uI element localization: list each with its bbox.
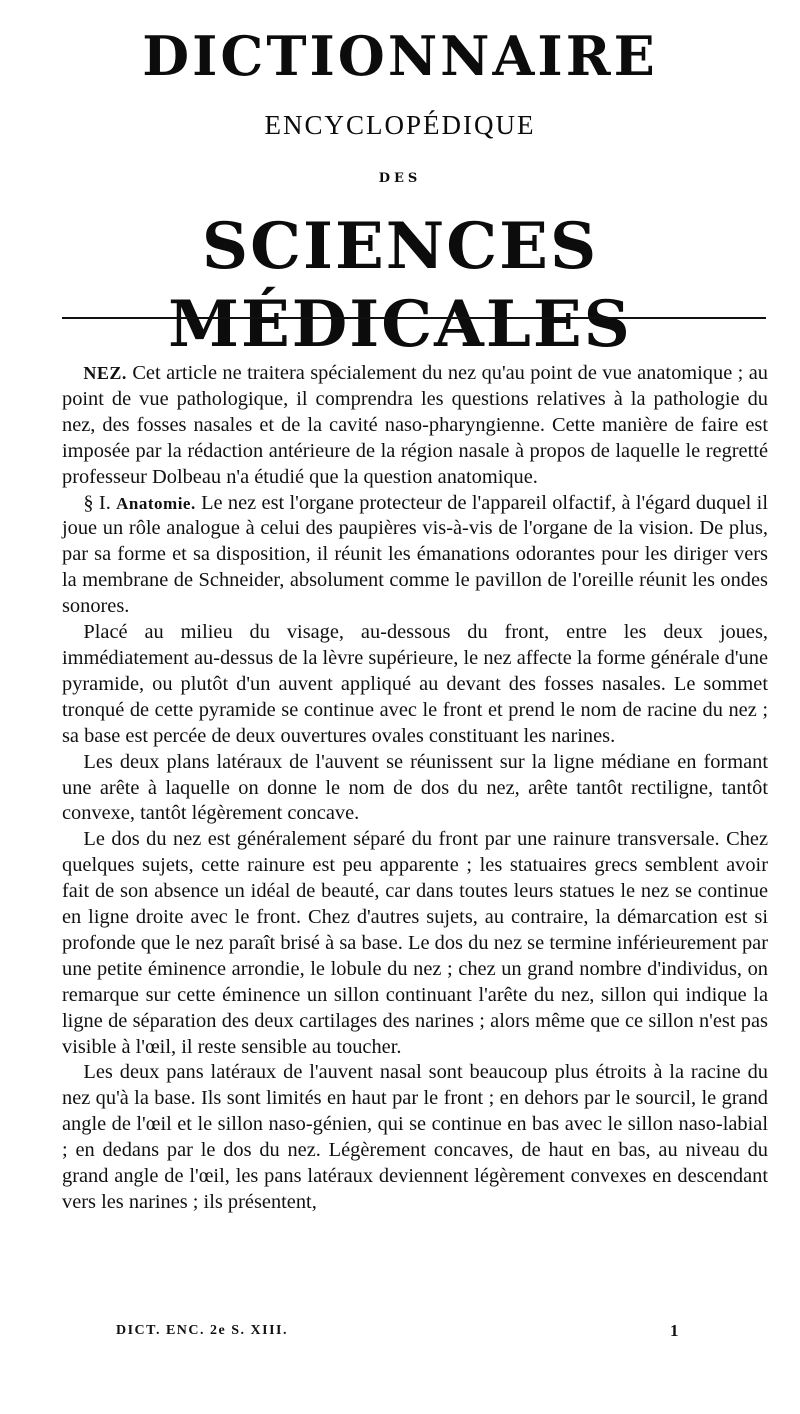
article-lead-word: NEZ. — [83, 363, 127, 383]
header-divider — [62, 317, 766, 319]
title-dictionnaire: DICTIONNAIRE — [142, 24, 658, 88]
page-number: 1 — [670, 1321, 680, 1340]
page-footer — [62, 1323, 768, 1347]
paragraph-text: Cet article ne traitera spécialement du nez qu'au point de vue anatomique ; au point de vue pathologique, il comprendra les questions relatives à la pathologie du nez, des fosses nasales et de la cavité naso-pharyngienne. Cette manière de faire est imposée par la rédaction antérieure de la région nasale à propos de laquelle le regretté professeur Dolbeau n'a étudié que la question anatomique. — [62, 362, 768, 488]
title-encyclopedique: ENCYCLOPÉDIQUE — [264, 110, 536, 140]
section-title: Anatomie. — [116, 493, 196, 513]
article-paragraph-1 — [62, 361, 768, 491]
article-paragraph-6: Les deux pans latéraux de l'auvent nasal sont beaucoup plus étroits à la racine du nez qu'à la base. Ils sont limités en haut par le front ; en dehors par le sourcil, le grand angle de l'œil et le sillon naso-génien, qui se continue en bas avec le sillon naso-labial ; en dedans par le dos du nez. Légèrement concaves, de haut en bas, au niveau du grand angle de l'œil, les pans latéraux deviennent légèrement convexes en descendant vers les narines ; ils présentent, — [62, 1061, 768, 1213]
paragraph-text: Le nez est l'organe protecteur de l'appareil olfactif, à l'égard duquel il joue un rôle analogue à celui des paupières vis-à-vis de l'organe de la vision. De plus, par sa forme et sa disposition, il réunit les émanations odorantes pour les diriger vers la membrane de Schneider, absolument comme le pavillon de l'oreille réunit les ondes sonores. — [62, 491, 768, 618]
article-paragraph-2 — [62, 491, 768, 621]
article-paragraph-5: Le dos du nez est généralement séparé du front par une rainure transversale. Chez quelques sujets, cette rainure est peu apparente ; les statuaires grecs semblent avoir fait de son absence un idéal de beauté, car dans toutes leurs statues le nez se continue en ligne droite avec le front. Chez d'autres sujets, au contraire, la démarcation est si profonde que le nez paraît brisé à sa base. Le dos du nez se termine inférieurement par une petite éminence arrondie, le lobule du nez ; chez un grand nombre d'individus, on remarque sur cette éminence un sillon continuant l'arête du nez, sillon qui indique la ligne de séparation des deux cartilages des narines ; alors même que ce sillon n'est pas visible à l'œil, il reste sensible au toucher. — [62, 828, 768, 1058]
title-sciences-medicales: SCIENCES MÉDICALES — [168, 209, 632, 362]
printer-signature: DICT. ENC. 2e S. XIII. — [116, 1323, 288, 1338]
title-des: DES — [378, 171, 422, 186]
article-body — [62, 361, 768, 1216]
section-mark: § I. — [83, 491, 117, 514]
article-paragraph-3: Placé au milieu du visage, au-dessous du front, entre les deux joues, immédiatement au-dessus de la lèvre supérieure, le nez affecte la forme générale d'une pyramide, ou plutôt d'un auvent appliqué au devant des fosses nasales. Le sommet tronqué de cette pyramide se continue avec le front et prend le nom de racine du nez ; sa base est percée de deux ouvertures ovales constituant les narines. — [62, 621, 768, 747]
article-paragraph-4: Les deux plans latéraux de l'auvent se réunissent sur la ligne médiane en formant une arête à laquelle on donne le nom de dos du nez, arête tantôt rectiligne, tantôt convexe, tantôt légèrement concave. — [62, 750, 768, 825]
